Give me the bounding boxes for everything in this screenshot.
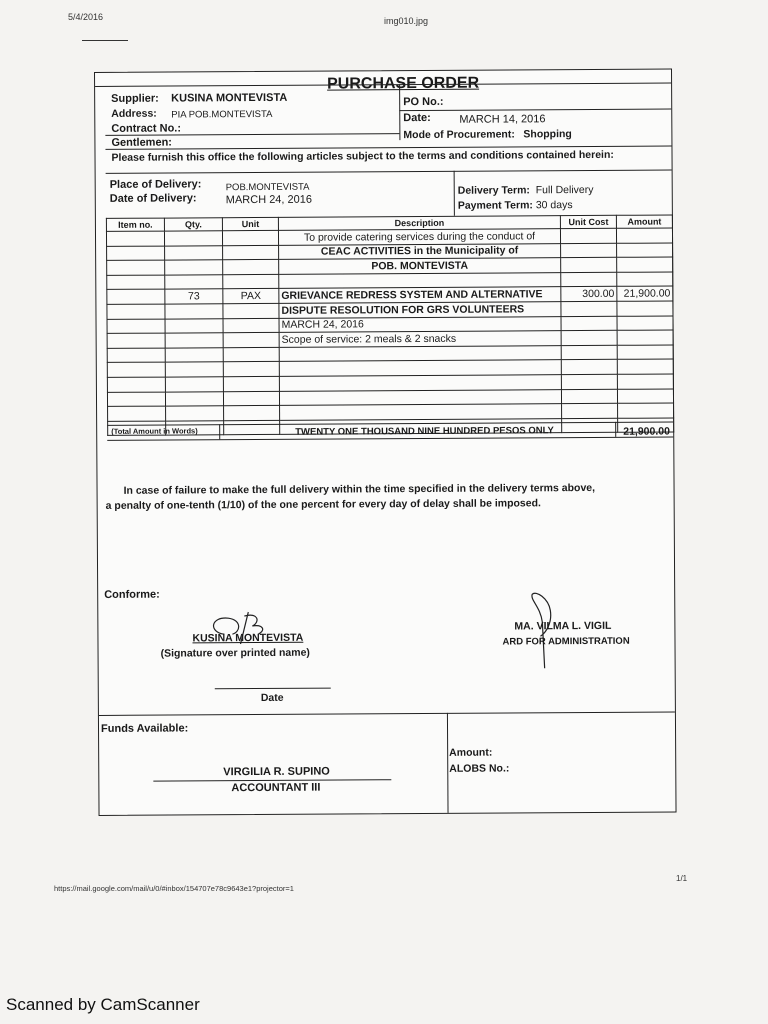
cell-item-no (107, 275, 165, 290)
conforme-name: KUSINA MONTEVISTA (192, 631, 304, 645)
cell-qty (164, 231, 222, 246)
total-words-label: (Total Amount in Words) (111, 426, 198, 436)
place-label: Place of Delivery: (109, 178, 202, 191)
cell-description: POB. MONTEVISTA (279, 258, 561, 274)
cell-item-no (106, 231, 164, 246)
cell-item-no (107, 377, 165, 392)
cell-unit (223, 347, 279, 362)
delivery-term-value: Full Delivery (535, 183, 594, 197)
cell-item-no (107, 289, 165, 304)
mode-value: Shopping (523, 128, 572, 141)
cell-unit-cost (561, 330, 617, 345)
cell-amount (617, 330, 673, 345)
cell-unit-cost (562, 418, 618, 433)
cell-amount: 21,900.00 (617, 286, 673, 301)
alobs-label: ALOBS No.: (449, 762, 510, 775)
cell-amount (617, 388, 673, 403)
instruction-text: Please furnish this office the following articles subject to the terms and conditions contained herein: (111, 148, 614, 164)
cell-unit (223, 333, 279, 348)
cell-unit-cost (561, 374, 617, 389)
cell-unit (223, 376, 279, 391)
total-words-value: TWENTY ONE THOUSAND NINE HUNDRED PESOS ONLY (295, 425, 554, 438)
address-value: PIA POB.MONTEVISTA (171, 108, 273, 121)
cell-unit (223, 391, 279, 406)
cell-unit-cost (560, 228, 616, 243)
print-filename: img010.jpg (384, 16, 429, 26)
date-label: Date: (403, 111, 431, 125)
page-title: PURCHASE ORDER (327, 74, 480, 93)
cell-amount (617, 374, 673, 389)
cell-qty (165, 333, 223, 348)
penalty-line-2: a penalty of one-tenth (1/10) of the one percent for every day of delay shall be imposed. (105, 497, 541, 512)
cell-unit-cost (561, 301, 617, 316)
col-description: Description (278, 216, 560, 231)
accountant-title: ACCOUNTANT III (231, 781, 321, 795)
cell-item-no (107, 246, 165, 261)
cell-unit (223, 362, 279, 377)
cell-unit-cost (561, 272, 617, 287)
cell-unit-cost (561, 257, 617, 272)
cell-amount (618, 403, 674, 418)
col-item-no: Item no. (106, 218, 164, 231)
amount-label: Amount: (449, 746, 493, 759)
total-amount-value: 21,900.00 (623, 425, 670, 438)
cell-unit (222, 230, 278, 245)
scanner-watermark: Scanned by CamScanner (6, 995, 200, 1014)
cell-description: GRIEVANCE REDRESS SYSTEM AND ALTERNATIVE (279, 287, 561, 303)
penalty-line-1: In case of failure to make the full delivery within the time specified in the delivery terms above, (123, 481, 596, 497)
gentlemen-label: Gentlemen: (111, 136, 172, 149)
cell-unit-cost: 300.00 (561, 287, 617, 302)
mode-label: Mode of Procurement: (403, 128, 515, 142)
cell-item-no (107, 304, 165, 319)
address-label: Address: (111, 107, 157, 120)
approver-title: ARD FOR ADMINISTRATION (502, 635, 630, 648)
conforme-date-label: Date (260, 691, 284, 704)
cell-qty (165, 318, 223, 333)
supplier-label: Supplier: (111, 92, 159, 105)
print-url: https://mail.google.com/mail/u/0/#inbox/154707e78c9643e1?projector=1 (54, 884, 294, 893)
print-page-number: 1/1 (676, 874, 688, 883)
cell-unit (224, 420, 280, 435)
cell-unit-cost (561, 360, 617, 375)
cell-item-no (107, 319, 165, 334)
place-value: POB.MONTEVISTA (225, 181, 310, 194)
cell-description: MARCH 24, 2016 (279, 316, 561, 332)
delivery-term-label: Delivery Term: (457, 184, 530, 197)
cell-qty (165, 391, 223, 406)
cell-amount (616, 228, 672, 243)
print-date: 5/4/2016 (68, 12, 104, 22)
cell-qty (165, 260, 223, 275)
po-label: PO No.: (403, 95, 444, 109)
delivery-date-value: MARCH 24, 2016 (225, 193, 313, 207)
cell-unit (223, 318, 279, 333)
cell-unit: PAX (223, 289, 279, 304)
cell-qty (165, 245, 223, 260)
cell-qty (166, 406, 224, 421)
delivery-date-label: Date of Delivery: (109, 192, 197, 205)
date-value: MARCH 14, 2016 (459, 113, 546, 126)
cell-amount (617, 272, 673, 287)
cell-unit (223, 245, 279, 260)
cell-unit-cost (561, 389, 617, 404)
cell-qty (165, 304, 223, 319)
cell-unit-cost (561, 243, 617, 258)
cell-description: Scope of service: 2 meals & 2 snacks (279, 331, 561, 347)
cell-qty (165, 347, 223, 362)
cell-description: CEAC ACTIVITIES in the Municipality of (279, 243, 561, 259)
cell-item-no (107, 260, 165, 275)
payment-term-value: 30 days (535, 199, 573, 212)
cell-description: To provide catering services during the conduct of (278, 229, 560, 245)
col-unit: Unit (222, 217, 278, 230)
cell-item-no (107, 333, 165, 348)
cell-unit-cost (561, 345, 617, 360)
cell-amount (617, 316, 673, 331)
approver-name: MA. VILMA L. VIGIL (514, 619, 612, 633)
cell-amount (617, 345, 673, 360)
cell-unit (224, 405, 280, 420)
cell-amount (617, 359, 673, 374)
cell-unit-cost (562, 403, 618, 418)
conforme-caption: (Signature over printed name) (160, 646, 310, 660)
cell-unit (223, 260, 279, 275)
cell-item-no (107, 392, 165, 407)
payment-term-label: Payment Term: (457, 199, 533, 212)
contract-label: Contract No.: (111, 122, 182, 135)
cell-item-no (107, 348, 165, 363)
cell-unit (223, 274, 279, 289)
items-table (106, 214, 674, 436)
purchase-order-form (94, 68, 677, 816)
supplier-value: KUSINA MONTEVISTA (171, 91, 288, 105)
cell-item-no (107, 362, 165, 377)
cell-amount (617, 243, 673, 258)
cell-qty (165, 377, 223, 392)
cell-item-no (108, 406, 166, 421)
cell-amount (617, 257, 673, 272)
cell-description: DISPUTE RESOLUTION FOR GRS VOLUNTEERS (279, 302, 561, 318)
conforme-label: Conforme: (104, 588, 160, 601)
cell-qty (165, 362, 223, 377)
pen-mark (82, 40, 128, 41)
col-unit-cost: Unit Cost (560, 215, 616, 228)
cell-unit-cost (561, 316, 617, 331)
cell-amount (617, 301, 673, 316)
cell-unit (223, 303, 279, 318)
cell-qty: 73 (165, 289, 223, 304)
cell-qty (165, 274, 223, 289)
funds-label: Funds Available: (100, 722, 189, 735)
col-amount: Amount (616, 215, 672, 228)
accountant-name: VIRGILIA R. SUPINO (223, 765, 330, 779)
col-qty: Qty. (164, 218, 222, 231)
